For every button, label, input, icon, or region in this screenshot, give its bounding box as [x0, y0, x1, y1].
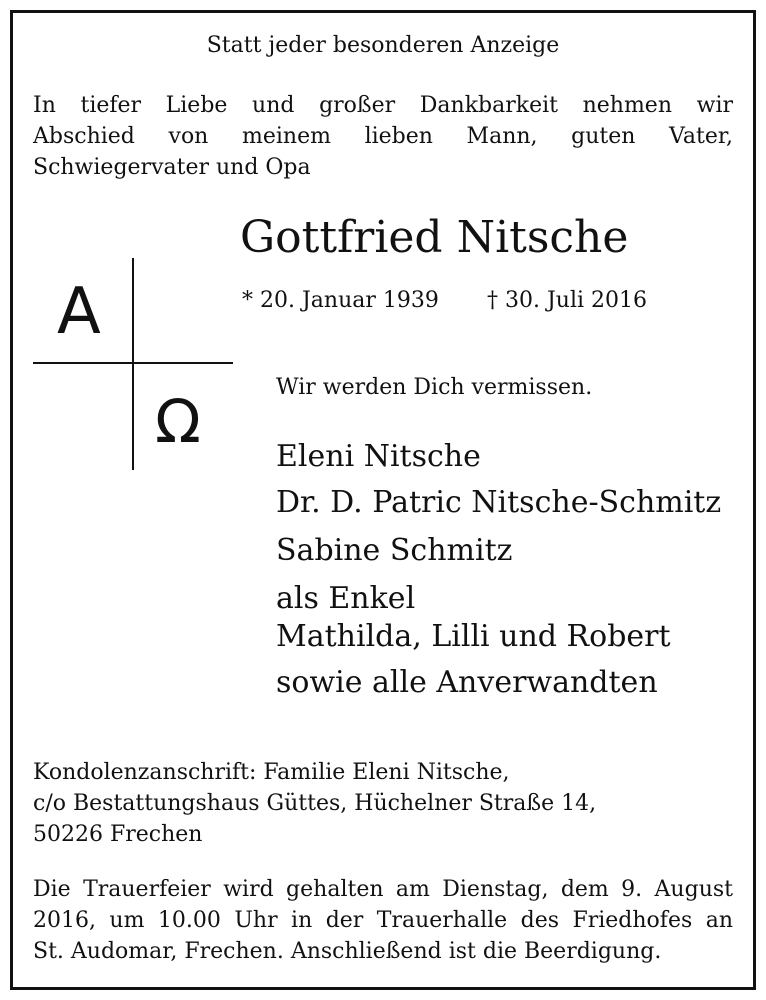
condolence-line: 50226 Frechen — [33, 822, 203, 847]
alpha-symbol-icon: A — [57, 275, 101, 349]
service-line: Die Trauerfeier wird gehalten am Dienstag, dem 9. August — [33, 877, 733, 902]
condolence-line: Kondolenzanschrift: Familie Eleni Nitsche, — [33, 760, 510, 785]
condolence-line: c/o Bestattungshaus Güttes, Hüchelner Straße 14, — [33, 791, 597, 816]
omega-symbol-icon: Ω — [155, 387, 201, 457]
death-date: † 30. Juli 2016 — [487, 288, 648, 313]
mourner-name: Sabine Schmitz — [276, 533, 513, 568]
cross-vertical-line — [132, 258, 134, 470]
notice-header: Statt jeder besonderen Anzeige — [206, 33, 560, 58]
intro-line: Abschied von meinem lieben Mann, guten Vater, — [33, 124, 733, 149]
service-line: 2016, um 10.00 Uhr in der Trauerhalle des Friedhofes an — [33, 908, 733, 933]
condolence-address — [33, 757, 733, 850]
cross-horizontal-line — [33, 362, 233, 364]
intro-text — [33, 90, 733, 183]
intro-line: In tiefer Liebe und großer Dankbarkeit nehmen wir — [33, 93, 733, 118]
mourner-name: Dr. D. Patric Nitsche-Schmitz — [276, 485, 722, 520]
motto-text: Wir werden Dich vermissen. — [276, 375, 593, 400]
birth-date: * 20. Januar 1939 — [242, 288, 439, 313]
mourner-group-label: als Enkel — [276, 581, 416, 616]
deceased-name: Gottfried Nitsche — [240, 212, 629, 263]
mourner-name: Mathilda, Lilli und Robert — [276, 619, 671, 654]
service-info — [33, 874, 733, 967]
mourner-name: Eleni Nitsche — [276, 439, 481, 474]
mourner-name: sowie alle Anverwandten — [276, 665, 658, 700]
intro-line: Schwiegervater und Opa — [33, 155, 311, 180]
service-line: St. Audomar, Frechen. Anschließend ist die Beerdigung. — [33, 939, 662, 964]
